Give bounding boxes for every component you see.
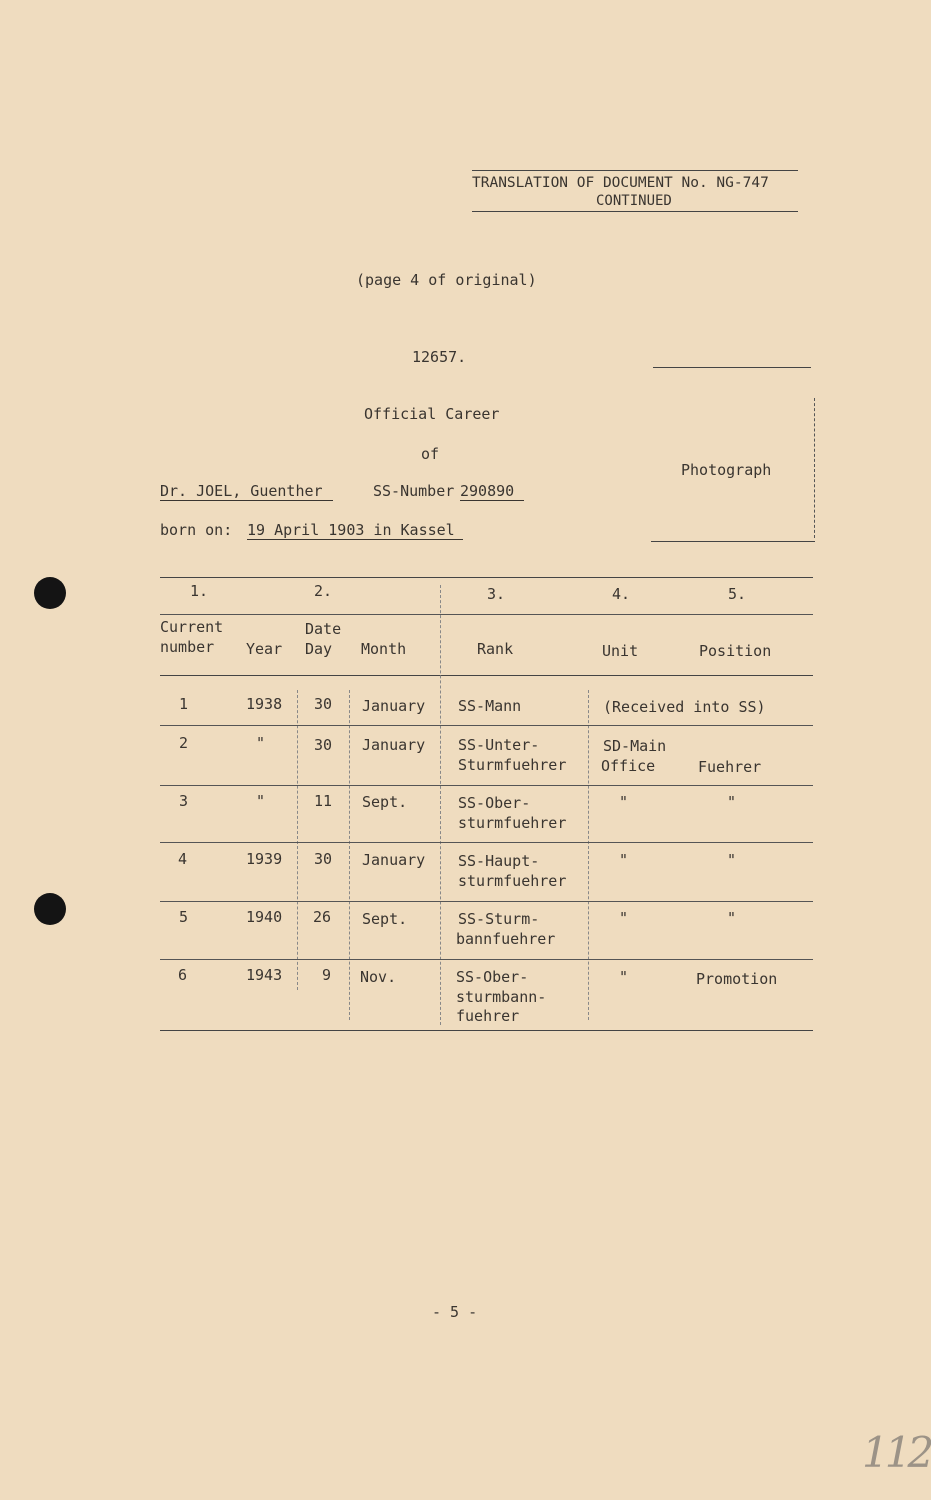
row-position: ": [727, 851, 737, 869]
punch-hole-top: [34, 577, 66, 609]
row-rank-cont2: fuehrer: [456, 1007, 520, 1025]
row-unit: ": [619, 851, 629, 869]
header-number: number: [160, 638, 215, 656]
row-unit: ": [619, 909, 629, 927]
row-rank: SS-Unter-: [458, 736, 540, 754]
row-rank-cont: Sturmfuehrer: [458, 756, 567, 774]
document-number: 12657.: [412, 348, 467, 366]
row-number: 3: [179, 792, 189, 810]
row-rank: SS-Haupt-: [458, 852, 540, 870]
row-unit: SD-Main: [603, 737, 667, 755]
row-month: Sept.: [362, 793, 408, 811]
handwritten-folio-number: 112: [862, 1428, 931, 1477]
header-month: Month: [361, 640, 407, 658]
page-number: - 5 -: [432, 1303, 478, 1321]
row-unit: ": [619, 793, 629, 811]
header-unit: Unit: [602, 642, 639, 660]
row-position: ": [727, 793, 737, 811]
row-month: Sept.: [362, 910, 408, 928]
col-number-4: 4.: [612, 585, 631, 603]
page-reference: (page 4 of original): [356, 271, 537, 289]
row-number: 4: [178, 850, 188, 868]
row-number: 5: [179, 908, 189, 926]
row-year: 1940: [246, 908, 283, 926]
born-value: 19 April 1903 in Kassel: [247, 521, 463, 540]
row-unit-cont: Office: [601, 757, 656, 775]
photograph-label: Photograph: [681, 461, 772, 479]
career-title-of: of: [421, 445, 440, 463]
continued-label: CONTINUED: [596, 193, 672, 209]
col-number-3: 3.: [487, 585, 506, 603]
row-rank: SS-Ober-: [458, 794, 531, 812]
row-year: ": [256, 792, 266, 810]
row-year: 1938: [246, 695, 283, 713]
header-date: Date: [305, 620, 342, 638]
row-position: Promotion: [696, 970, 778, 988]
row-month: January: [362, 697, 426, 715]
row-unit: (Received into SS): [603, 698, 766, 716]
row-year: ": [256, 734, 266, 752]
row-year: 1943: [246, 966, 283, 984]
row-position: ": [727, 909, 737, 927]
row-day: 26: [313, 908, 332, 926]
row-number: 1: [179, 695, 189, 713]
ss-number-value: 290890: [460, 482, 524, 501]
row-rank: SS-Mann: [458, 697, 522, 715]
row-rank: SS-Sturm-: [458, 910, 540, 928]
row-day: 30: [314, 736, 333, 754]
born-label: born on:: [160, 521, 233, 539]
row-rank: SS-Ober-: [456, 968, 529, 986]
header-current: Current: [160, 618, 224, 636]
row-rank-cont: sturmfuehrer: [458, 872, 567, 890]
row-day: 30: [314, 695, 333, 713]
row-number: 6: [178, 966, 188, 984]
header-year: Year: [246, 640, 283, 658]
row-day: 9: [322, 966, 332, 984]
row-rank-cont: bannfuehrer: [456, 930, 556, 948]
row-number: 2: [179, 734, 189, 752]
col-number-2: 2.: [314, 582, 333, 600]
document-title: TRANSLATION OF DOCUMENT No. NG-747: [472, 175, 769, 191]
row-month: January: [362, 851, 426, 869]
row-unit: ": [619, 968, 629, 986]
col-number-1: 1.: [190, 582, 209, 600]
row-rank-cont: sturmfuehrer: [458, 814, 567, 832]
row-rank-cont: sturmbann-: [456, 988, 547, 1006]
ss-number-label: SS-Number: [373, 482, 455, 500]
header-rank: Rank: [477, 640, 514, 658]
row-day: 30: [314, 850, 333, 868]
row-month: January: [362, 736, 426, 754]
header-position: Position: [699, 642, 772, 660]
header-day: Day: [305, 640, 333, 658]
career-title: Official Career: [364, 405, 500, 423]
row-month: Nov.: [360, 968, 397, 986]
row-year: 1939: [246, 850, 283, 868]
punch-hole-bottom: [34, 893, 66, 925]
person-name: Dr. JOEL, Guenther: [160, 482, 333, 501]
row-position: Fuehrer: [698, 758, 762, 776]
row-day: 11: [314, 792, 333, 810]
col-number-5: 5.: [728, 585, 747, 603]
